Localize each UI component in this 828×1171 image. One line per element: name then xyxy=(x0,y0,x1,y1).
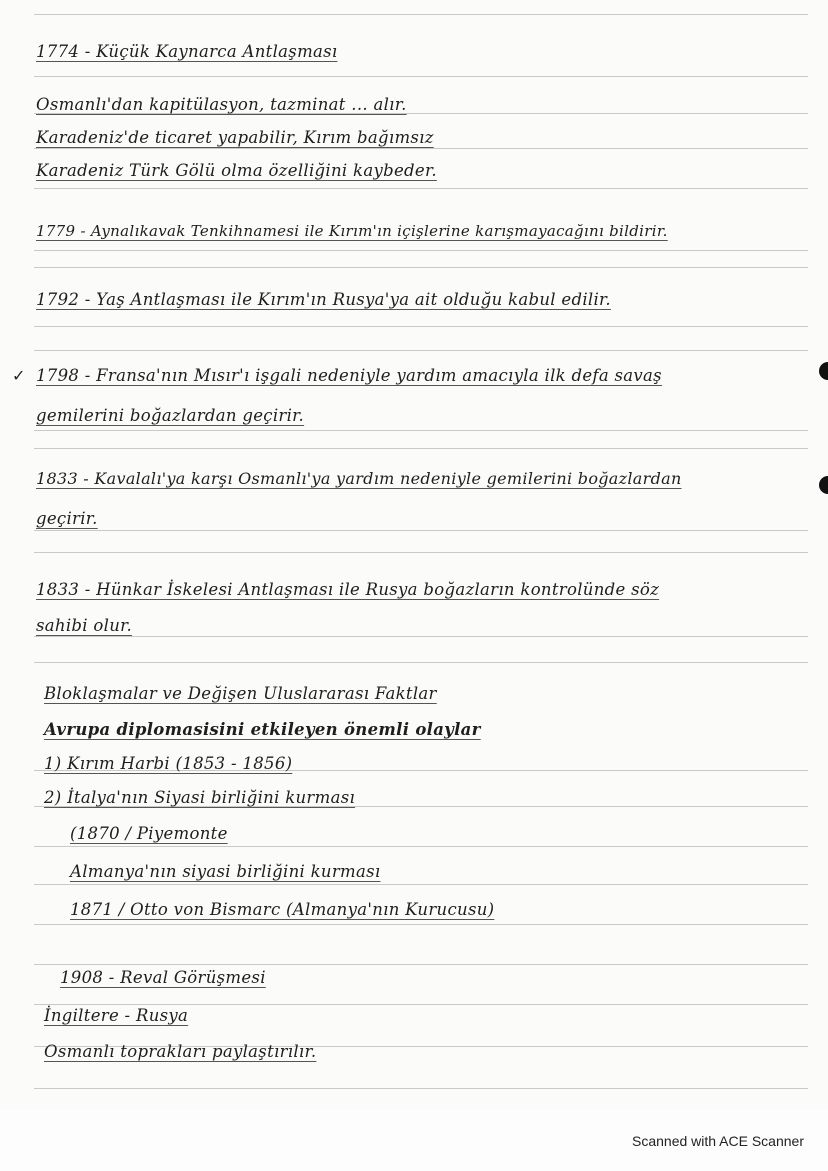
ruled-line xyxy=(34,148,808,149)
note-line-1774-title: 1774 - Küçük Kaynarca Antlaşması xyxy=(36,42,338,61)
note-line: geçirir. xyxy=(36,509,98,528)
ruled-line xyxy=(34,76,808,77)
note-line: Osmanlı toprakları paylaştırılır. xyxy=(44,1042,317,1061)
ruled-line xyxy=(34,14,808,15)
list-subitem: Almanya'nın siyasi birliğini kurması xyxy=(70,862,381,881)
note-line-1833-hunkar: 1833 - Hünkar İskelesi Antlaşması ile Rusya boğazların kontrolünde söz xyxy=(36,580,660,599)
note-line: sahibi olur. xyxy=(36,616,133,635)
scanner-watermark: Scanned with ACE Scanner xyxy=(632,1133,804,1149)
section-subheading: Avrupa diplomasisini etkileyen önemli olaylar xyxy=(44,720,481,739)
list-item: 1) Kırım Harbi (1853 - 1856) xyxy=(44,754,293,773)
ruled-line xyxy=(34,430,808,431)
note-line: gemilerini boğazlardan geçirir. xyxy=(36,406,305,425)
ruled-line xyxy=(34,530,808,531)
ruled-line xyxy=(34,552,808,553)
list-item: 2) İtalya'nın Siyasi birliğini kurması xyxy=(44,788,356,807)
punch-hole-mark xyxy=(819,476,828,494)
ruled-line xyxy=(34,448,808,449)
ruled-line xyxy=(34,188,808,189)
ruled-line xyxy=(34,884,808,885)
note-line-1833-kavalali: 1833 - Kavalalı'ya karşı Osmanlı'ya yardım nedeniyle gemilerini boğazlardan xyxy=(36,469,682,488)
ruled-line xyxy=(34,250,808,251)
ruled-line xyxy=(34,326,808,327)
ruled-line xyxy=(34,846,808,847)
ruled-line xyxy=(34,662,808,663)
ruled-line xyxy=(34,1088,808,1089)
ruled-line xyxy=(34,964,808,965)
section-heading: Bloklaşmalar ve Değişen Uluslararası Faktlar xyxy=(44,684,437,703)
note-line-1798: 1798 - Fransa'nın Mısır'ı işgali nedeniyle yardım amacıyla ilk defa savaş xyxy=(36,366,662,385)
note-line-1779: 1779 - Aynalıkavak Tenkihnamesi ile Kırım'ın içişlerine karışmayacağını bildirir. xyxy=(36,222,668,240)
list-subitem: (1870 / Piyemonte xyxy=(70,824,228,843)
ruled-line xyxy=(34,350,808,351)
ruled-line xyxy=(34,1004,808,1005)
check-mark-icon: ✓ xyxy=(12,366,26,385)
note-line-1908: 1908 - Reval Görüşmesi xyxy=(60,968,266,987)
ruled-line xyxy=(34,924,808,925)
list-subitem: 1871 / Otto von Bismarc (Almanya'nın Kurucusu) xyxy=(70,900,495,919)
note-line: İngiltere - Rusya xyxy=(44,1006,189,1025)
punch-hole-mark xyxy=(819,362,828,380)
note-line: Osmanlı'dan kapitülasyon, tazminat ... alır. xyxy=(36,95,407,114)
note-line: Karadeniz'de ticaret yapabilir, Kırım bağımsız xyxy=(36,128,434,147)
ruled-line xyxy=(34,636,808,637)
ruled-line xyxy=(34,267,808,268)
note-line-1792: 1792 - Yaş Antlaşması ile Kırım'ın Rusya'ya ait olduğu kabul edilir. xyxy=(36,290,611,309)
note-line: Karadeniz Türk Gölü olma özelliğini kaybeder. xyxy=(36,161,437,180)
